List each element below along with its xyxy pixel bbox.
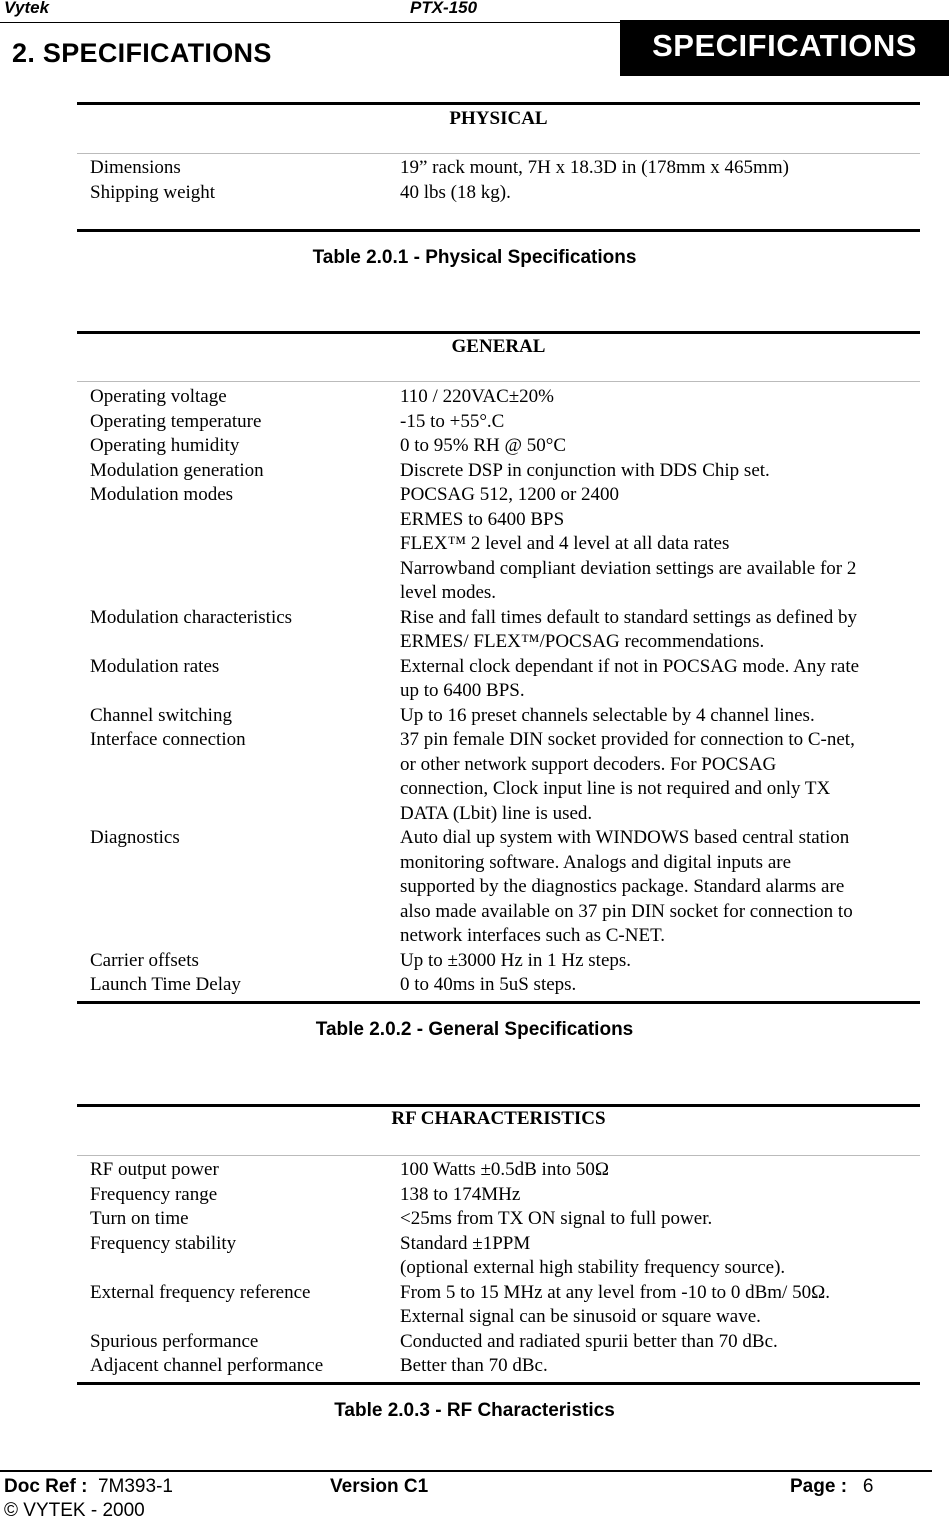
table-heading: GENERAL: [451, 336, 546, 357]
spec-value-line: network interfaces such as C-NET.: [400, 925, 666, 946]
spec-value: [400, 728, 905, 826]
spec-value-line: 40 lbs (18 kg).: [400, 181, 511, 203]
spec-value-line: 110 / 220VAC±20%: [400, 386, 554, 407]
spec-value-line: up to 6400 BPS.: [400, 680, 525, 701]
spec-label: Carrier offsets: [90, 949, 199, 971]
spec-value-line: Up to ±3000 Hz in 1 Hz steps.: [400, 949, 632, 971]
doc-ref: [4, 1476, 173, 1498]
spec-value: [400, 973, 905, 998]
spec-value: [400, 704, 905, 729]
spec-value: [400, 1183, 905, 1208]
table-caption: Table 2.0.3 - RF Characteristics: [334, 1400, 615, 1421]
spec-label: Turn on time: [90, 1208, 189, 1229]
page-number: [790, 1476, 873, 1498]
spec-value-line: DATA (Lbit) line is used.: [400, 802, 593, 824]
spec-value: [400, 655, 905, 704]
table-caption: Table 2.0.2 - General Specifications: [315, 1019, 634, 1040]
spec-label: Modulation rates: [90, 655, 220, 677]
table-top-rule: [77, 102, 920, 105]
spec-value: [400, 483, 905, 606]
spec-value-line: Discrete DSP in conjunction with DDS Chip set.: [400, 459, 770, 481]
spec-value-line: 19” rack mount, 7H x 18.3D in (178mm x 465mm): [400, 157, 789, 178]
spec-value: [400, 1232, 905, 1281]
spec-value: [400, 949, 905, 974]
footer-divider: [0, 1470, 932, 1472]
spec-label: Dimensions: [90, 157, 181, 178]
spec-label: Diagnostics: [90, 827, 180, 848]
spec-value-line: also made available on 37 pin DIN socket for connection to: [400, 900, 853, 922]
spec-value: [400, 1354, 905, 1379]
section-title: 2. SPECIFICATIONS: [12, 38, 272, 68]
spec-value-line: POCSAG 512, 1200 or 2400: [400, 484, 620, 505]
spec-value-line: or other network support decoders. For POCSAG: [400, 753, 777, 775]
table-bottom-rule: [77, 229, 920, 232]
page-label: Page :: [790, 1476, 848, 1497]
table-heading: RF CHARACTERISTICS: [391, 1108, 606, 1129]
spec-value-line: ERMES to 6400 BPS: [400, 508, 565, 530]
spec-value: [400, 434, 905, 459]
spec-label: Launch Time Delay: [90, 974, 241, 995]
table-heading: PHYSICAL: [449, 108, 548, 129]
spec-value-line: 0 to 95% RH @ 50°C: [400, 435, 567, 456]
table-caption: Table 2.0.1 - Physical Specifications: [312, 247, 637, 268]
spec-label: Shipping weight: [90, 181, 216, 203]
table-heading-rule: [77, 381, 920, 382]
spec-label: Adjacent channel performance: [90, 1355, 324, 1376]
spec-value-line: External signal can be sinusoid or square wave.: [400, 1306, 761, 1327]
table-heading-rule: [77, 153, 920, 154]
spec-value-line: ERMES/ FLEX™/POCSAG recommendations.: [400, 631, 765, 652]
doc-ref-label: Doc Ref :: [4, 1476, 88, 1497]
spec-value: [400, 1281, 905, 1330]
header-divider: [0, 22, 620, 23]
spec-label: Spurious performance: [90, 1330, 259, 1352]
spec-value: [400, 1207, 905, 1232]
spec-value-line: 138 to 174MHz: [400, 1183, 521, 1205]
spec-value-line: Narrowband compliant deviation settings are available for 2: [400, 557, 857, 579]
spec-value-line: connection, Clock input line is not required and only TX: [400, 778, 831, 799]
spec-value: [400, 156, 905, 181]
spec-value-line: Up to 16 preset channels selectable by 4 channel lines.: [400, 704, 815, 726]
version: Version C1: [330, 1476, 429, 1497]
spec-value-line: Better than 70 dBc.: [400, 1355, 548, 1376]
table-bottom-rule: [77, 1001, 920, 1004]
spec-label: Frequency range: [90, 1183, 218, 1205]
table-top-rule: [77, 1104, 920, 1107]
spec-value-line: Rise and fall times default to standard settings as defined by: [400, 606, 857, 628]
spec-label: Frequency stability: [90, 1232, 237, 1254]
spec-value: [400, 459, 905, 484]
spec-value-line: 0 to 40ms in 5uS steps.: [400, 974, 577, 995]
spec-label: RF output power: [90, 1159, 219, 1180]
spec-label: Modulation modes: [90, 484, 234, 505]
spec-value: [400, 826, 905, 949]
doc-ref-value: 7M393-1: [97, 1476, 173, 1497]
spec-value-line: FLEX™ 2 level and 4 level at all data rates: [400, 533, 730, 554]
table-heading-rule: [77, 1155, 920, 1156]
spec-value-line: External clock dependant if not in POCSAG mode. Any rate: [400, 655, 860, 677]
spec-value-line: level modes.: [400, 582, 497, 603]
spec-value-line: From 5 to 15 MHz at any level from -10 to 0 dBm/ 50Ω.: [400, 1281, 830, 1303]
spec-value: [400, 606, 905, 655]
copyright: © VYTEK - 2000: [4, 1500, 145, 1521]
company-name: Vytek: [4, 0, 50, 17]
spec-label: Operating temperature: [90, 410, 262, 432]
spec-value-line: <25ms from TX ON signal to full power.: [400, 1208, 713, 1229]
spec-value: [400, 181, 905, 206]
spec-value-line: Conducted and radiated spurii better than 70 dBc.: [400, 1330, 778, 1352]
spec-value-line: -15 to +55°.C: [400, 410, 505, 432]
spec-label: Operating voltage: [90, 386, 227, 407]
spec-value-line: 100 Watts ±0.5dB into 50Ω: [400, 1159, 609, 1180]
spec-label: Channel switching: [90, 704, 232, 726]
spec-label: Interface connection: [90, 729, 246, 750]
table-top-rule: [77, 331, 920, 334]
spec-value: [400, 1330, 905, 1355]
spec-value-line: supported by the diagnostics package. Standard alarms are: [400, 876, 845, 897]
spec-value: [400, 410, 905, 435]
page-number-value: 6: [862, 1476, 874, 1497]
section-tab: SPECIFICATIONS: [620, 20, 949, 76]
spec-value: [400, 385, 905, 410]
spec-value-line: Auto dial up system with WINDOWS based central station: [400, 827, 850, 848]
spec-label: External frequency reference: [90, 1281, 311, 1303]
spec-value-line: 37 pin female DIN socket provided for connection to C-net,: [400, 729, 855, 750]
spec-label: Modulation characteristics: [90, 606, 293, 628]
product-name: PTX-150: [410, 0, 478, 17]
spec-value-line: (optional external high stability frequency source).: [400, 1257, 786, 1278]
spec-label: Modulation generation: [90, 459, 264, 481]
spec-value: [400, 1158, 905, 1183]
spec-label: Operating humidity: [90, 435, 240, 456]
spec-value-line: Standard ±1PPM: [400, 1232, 531, 1254]
table-bottom-rule: [77, 1382, 920, 1385]
spec-value-line: monitoring software. Analogs and digital inputs are: [400, 851, 792, 873]
